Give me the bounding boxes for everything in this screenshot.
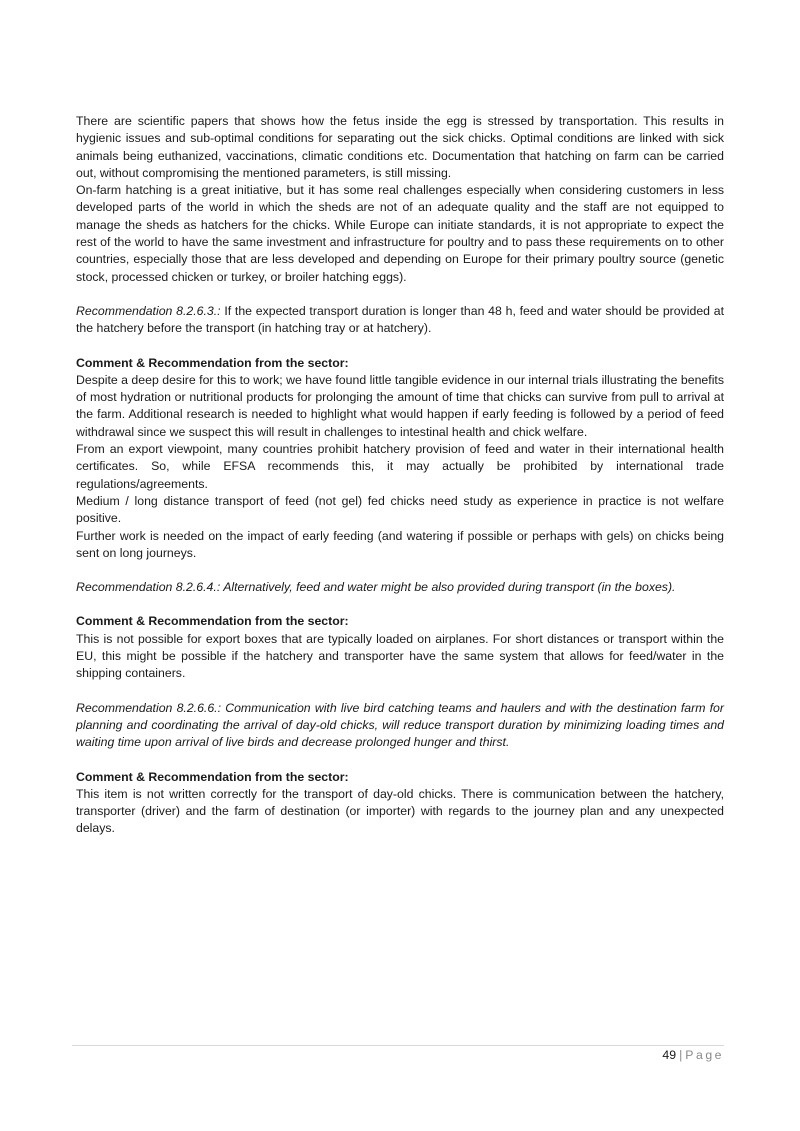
footer-separator: |: [679, 1048, 683, 1062]
page-label: Page: [685, 1048, 724, 1062]
recommendation-8-2-6-6: Recommendation 8.2.6.6.: Communication with live bird catching teams and haulers and with the destination farm for planning and coordinating the arrival of day-old chicks, will reduce transport duration by minimizing loading times and waiting time upon arrival of live birds and decrease prolonged hunger and thirst.: [76, 700, 724, 750]
recommendation-label: Recommendation 8.2.6.3.:: [76, 303, 221, 318]
comment-paragraph: This item is not written correctly for the transport of day-old chicks. There is communication between the hatchery, transporter (driver) and the farm of destination (or importer) with regards to the journey plan and any unexpected delays.: [76, 786, 724, 836]
recommendation-text: If the expected transport duration is longer than 48 h, feed and water should be provided at the hatchery before the transport (in hatching tray or at hatchery).: [76, 303, 725, 336]
page-body: [76, 113, 724, 838]
comment-heading: Comment & Recommendation from the sector:: [76, 769, 349, 784]
comment-paragraph: Medium / long distance transport of feed (not gel) fed chicks need study as experience in practice is not welfare positive.: [76, 493, 724, 526]
recommendation-8-2-6-4: Recommendation 8.2.6.4.: Alternatively, feed and water might be also provided during transport (in the boxes).: [76, 580, 676, 595]
footer-divider: [72, 1045, 724, 1046]
comment-paragraph: Further work is needed on the impact of early feeding (and watering if possible or perhaps with gels) on chicks being sent on long journeys.: [76, 528, 724, 560]
recommendation-8-2-6-3: [76, 303, 724, 338]
paragraph-on-farm-hatching: On-farm hatching is a great initiative, but it has some real challenges especially when considering customers in less developed parts of the world in which the sheds are not of an adequate quality and the staff are not equipped to manage the sheds as hatchers for the chicks. While Europe can initiate standards, it is not appropriate to expect the rest of the world to have the same investment and infrastructure for poultry and to pass these requirements on to other countries, especially those that are less developed and depending on Europe for their primary poultry source (genetic stock, processed chicken or turkey, or broiler hatching eggs).: [76, 183, 724, 284]
comment-paragraph: This is not possible for export boxes that are typically loaded on airplanes. For short distances or transport within the EU, this might be possible if the hatchery and transporter have the same system that allows for feed/water in the shipping containers.: [76, 631, 724, 681]
paragraph-transport-stress: There are scientific papers that shows how the fetus inside the egg is stressed by transportation. This results in hygienic issues and sub-optimal conditions for separating out the sick chicks. Optimal conditions are linked with sick animals being euthanized, vaccinations, climatic conditions etc. Documentation that hatching on farm can be carried out, without compromising the mentioned parameters, is still missing.: [76, 114, 724, 180]
comment-paragraph: Despite a deep desire for this to work; we have found little tangible evidence in our internal trials illustrating the benefits of most hydration or nutritional products for prolonging the amount of time that chicks can survive from pull to arrival at the farm. Additional research is needed to highlight what would happen if early feeding is followed by a period of feed withdrawal since we suspect this will result in challenges to intestinal health and chick welfare.: [76, 372, 724, 439]
page-number: 49: [662, 1048, 677, 1062]
comment-heading: Comment & Recommendation from the sector:: [76, 614, 349, 629]
page-footer: [662, 1048, 724, 1062]
comment-paragraph: From an export viewpoint, many countries prohibit hatchery provision of feed and water in their international health certificates. So, while EFSA recommends this, it may actually be prohibited by international trade regulations/agreements.: [76, 442, 724, 491]
comment-heading: Comment & Recommendation from the sector:: [76, 355, 349, 370]
